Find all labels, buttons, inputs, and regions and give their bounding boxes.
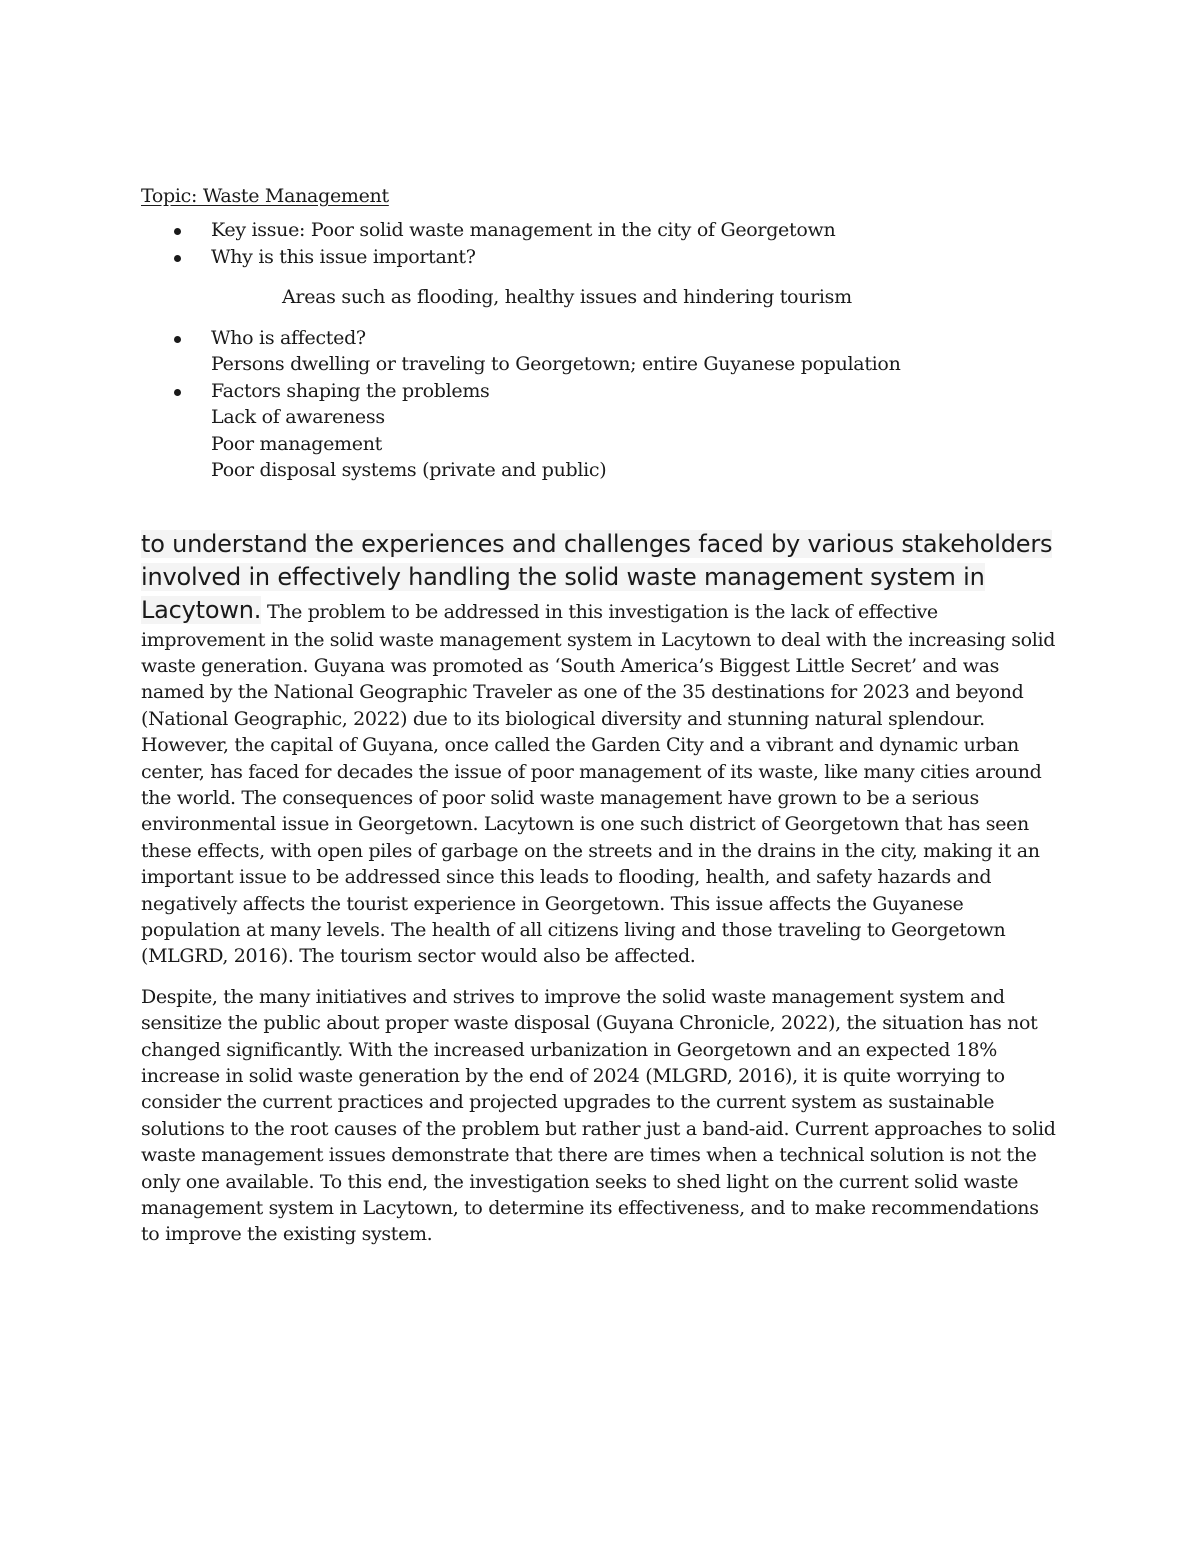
bullet-detail: Lack of awareness: [211, 406, 385, 428]
bullet-item-importance: [141, 244, 1059, 271]
topic-heading: Topic: Waste Management: [141, 185, 389, 207]
paragraph-body-text: The problem to be addressed in this investigation is the lack of effective improvement in the solid waste management system in Lacytown to deal with the increasing solid waste generation. Guyana was promoted as ‘South America’s Biggest Little Secret’ and was named by the National Geographic Traveler as one of the 35 destinations for 2023 and beyond (National Geographic, 2022) due to its biological diversity and stunning natural splendour. However, the capital of Guyana, once called the Garden City and a vibrant and dynamic urban center, has faced for decades the issue of poor management of its waste, like many cities around the world. The consequences of poor solid waste management have grown to be a serious environmental issue in Georgetown. Lacytown is one such district of Georgetown that has seen these effects, with open piles of garbage on the streets and in the drains in the city, making it an important issue to be addressed since this leads to flooding, health, and safety hazards and negatively affects the tourist experience in Georgetown. This issue affects the Guyanese population at many levels. The health of all citizens living and those traveling to Georgetown (MLGRD, 2016). The tourism sector would also be affected.: [141, 600, 1056, 968]
bullet-detail: Poor disposal systems (private and public): [211, 459, 607, 481]
bullet-label: Factors shaping the problems: [211, 379, 490, 402]
importance-detail: Areas such as flooding, healthy issues and hindering tourism: [282, 286, 852, 308]
bullet-detail: Persons dwelling or traveling to Georgetown; entire Guyanese population: [211, 353, 901, 375]
bullet-item-affected: [141, 325, 1059, 378]
bullet-label: Who is affected?: [211, 326, 366, 349]
highlighted-lead-text: to understand the experiences and challenges faced by various stakeholders involved in effectively handling the solid waste management system in Lacytown.: [141, 529, 1053, 624]
bullet-label: Key issue: Poor solid waste management in the city of Georgetown: [211, 219, 836, 241]
bullet-item-factors: [141, 378, 1059, 484]
bullet-dot-icon: [174, 228, 181, 235]
initiatives-paragraph: Despite, the many initiatives and strives to improve the solid waste management system and sensitize the public about proper waste disposal (Guyana Chronicle, 2022), the situation has not changed significantly. With the increased urbanization in Georgetown and an expected 18% increase in solid waste generation by the end of 2024 (MLGRD, 2016), it is quite worrying to consider the current practices and projected upgrades to the current system as sustainable solutions to the root causes of the problem but rather just a band-aid. Current approaches to solid waste management issues demonstrate that there are times when a technical solution is not the only one available. To this end, the investigation seeks to shed light on the current solid waste management system in Lacytown, to determine its effectiveness, and to make recommendations to improve the existing system.: [141, 985, 1056, 1246]
bullet-list-primary: [141, 217, 1059, 270]
bullet-label: Why is this issue important?: [211, 245, 476, 268]
bullet-list-secondary: [141, 325, 1059, 484]
problem-statement-paragraph: [141, 528, 1059, 970]
bullet-dot-icon: [174, 336, 181, 343]
bullet-item-key-issue: [141, 217, 1059, 244]
document-page: [141, 181, 1059, 1248]
bullet-dot-icon: [174, 389, 181, 396]
bullet-detail: Poor management: [211, 432, 382, 455]
bullet-dot-icon: [174, 255, 181, 262]
